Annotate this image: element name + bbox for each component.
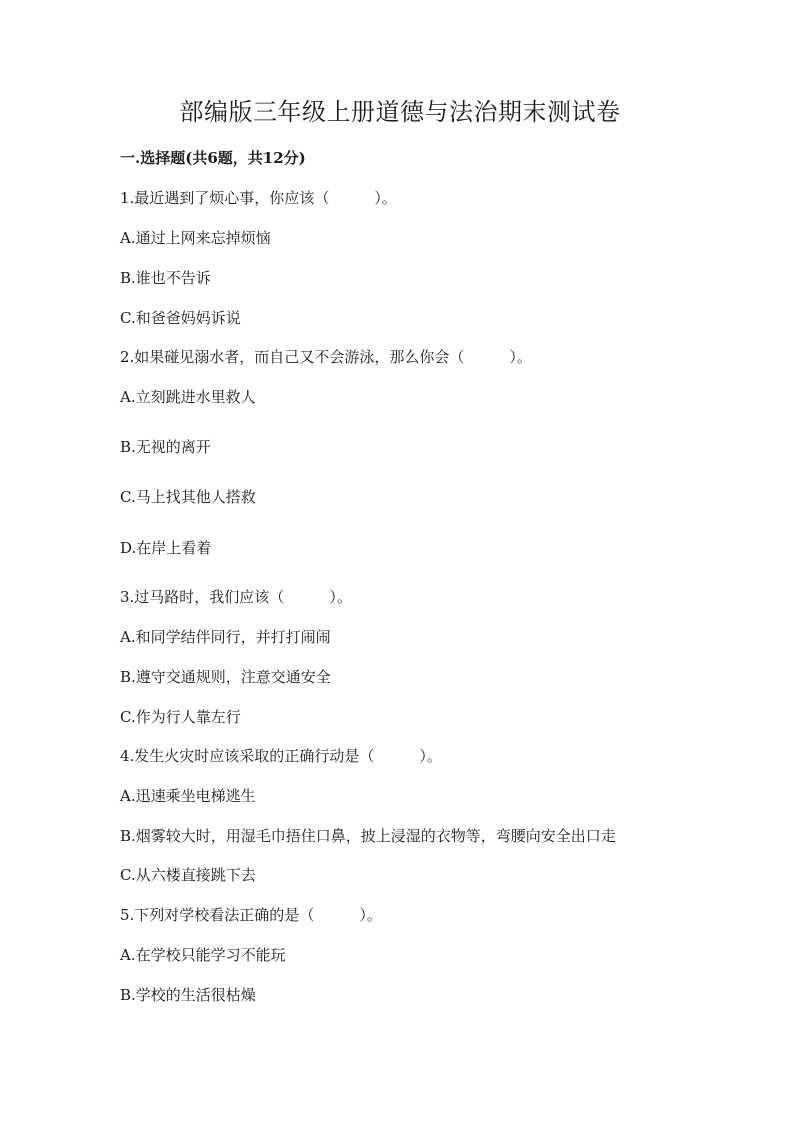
question-4-stem: 4.发生火灾时应该采取的正确行动是（ ）。 [120, 747, 442, 765]
question-3-stem: 3.过马路时，我们应该（ ）。 [120, 588, 352, 606]
question-1-stem: 1.最近遇到了烦心事，你应该（ ）。 [120, 189, 397, 207]
question-4-option-b: B.烟雾较大时，用湿毛巾捂住口鼻，披上浸湿的衣物等，弯腰向安全出口走 [120, 827, 616, 845]
question-4-option-a: A.迅速乘坐电梯逃生 [120, 787, 256, 805]
question-2-option-b: B.无视的离开 [120, 438, 211, 456]
question-1-option-c: C.和爸爸妈妈诉说 [120, 309, 241, 327]
section-heading: 一.选择题(共6题，共12分) [120, 149, 306, 167]
question-2-option-a: A.立刻跳进水里救人 [120, 388, 256, 406]
page-title: 部编版三年级上册道德与法治期末测试卷 [179, 98, 621, 126]
question-1-option-b: B.谁也不告诉 [120, 269, 211, 287]
question-2-stem: 2.如果碰见溺水者，而自己又不会游泳，那么你会（ ）。 [120, 348, 532, 366]
question-5-stem: 5.下列对学校看法正确的是（ ）。 [120, 906, 382, 924]
question-3-option-c: C.作为行人靠左行 [120, 708, 241, 726]
question-5-option-a: A.在学校只能学习不能玩 [120, 946, 286, 964]
question-3-option-a: A.和同学结伴同行，并打打闹闹 [120, 628, 331, 646]
question-1-option-a: A.通过上网来忘掉烦恼 [120, 229, 271, 247]
question-2-option-c: C.马上找其他人搭救 [120, 488, 256, 506]
question-2-option-d: D.在岸上看着 [120, 539, 212, 557]
question-3-option-b: B.遵守交通规则，注意交通安全 [120, 668, 331, 686]
question-5-option-b: B.学校的生活很枯燥 [120, 986, 256, 1004]
question-4-option-c: C.从六楼直接跳下去 [120, 866, 256, 884]
